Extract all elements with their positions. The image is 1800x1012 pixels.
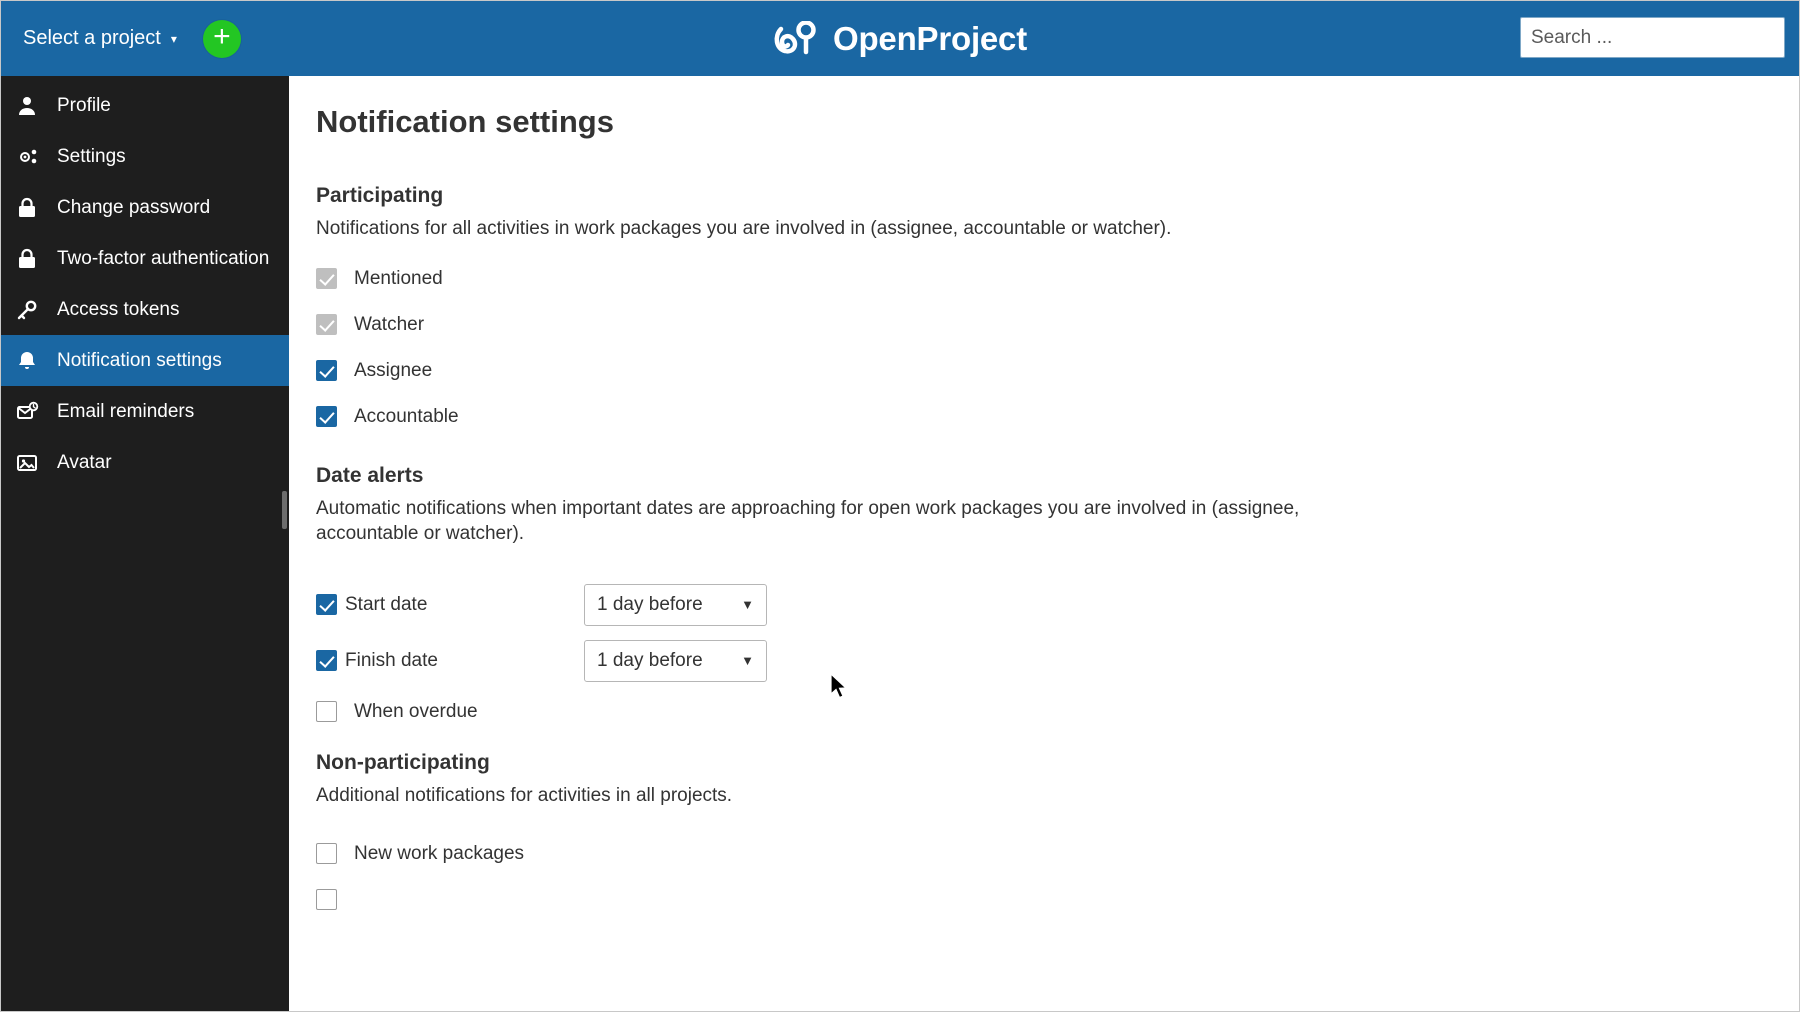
sidebar-item-email-reminders[interactable] [1, 386, 289, 437]
brand-logo-area [773, 20, 1027, 58]
checkbox-mentioned[interactable] [316, 268, 337, 289]
section-description-participating: Notifications for all activities in work packages you are involved in (assignee, accountable or watcher). [316, 218, 1172, 239]
option-label: New work packages [354, 842, 525, 864]
checkbox-wrap [316, 843, 346, 864]
search-input[interactable] [1521, 18, 1786, 57]
add-button[interactable] [203, 20, 241, 58]
top-bar [1, 1, 1799, 76]
option-row-assignee[interactable] [316, 348, 1799, 394]
select-value: 1 day before [597, 649, 703, 671]
brand-name: OpenProject [832, 19, 1028, 57]
option-label: Watcher [354, 313, 425, 335]
option-label: Mentioned [354, 267, 443, 289]
option-row-watcher[interactable] [316, 302, 1799, 348]
lock-icon [15, 196, 57, 220]
checkbox-watcher[interactable] [316, 314, 337, 335]
checkbox-new-work-packages[interactable] [316, 843, 337, 864]
select-start-date-alert[interactable] [584, 584, 767, 626]
sidebar-item-label: Email reminders [57, 400, 195, 422]
plus-icon: + [213, 19, 231, 53]
alert-name-cell[interactable] [316, 650, 584, 672]
sidebar-item-profile[interactable] [1, 80, 289, 131]
gear-icon [15, 145, 57, 169]
checkbox-assignee[interactable] [316, 360, 337, 381]
option-row-mentioned[interactable] [316, 256, 1799, 302]
select-finish-date-alert[interactable] [584, 640, 767, 682]
section-description-non-participating: Additional notifications for activities in all projects. [316, 784, 733, 806]
checkbox-wrap [316, 889, 346, 910]
sidebar-item-label: Avatar [57, 451, 112, 473]
sidebar-scrollbar-handle[interactable] [282, 491, 287, 529]
lock-icon [15, 247, 57, 271]
sidebar [1, 76, 289, 1012]
sidebar-item-access-tokens[interactable] [1, 284, 289, 335]
project-select-button[interactable] [23, 27, 177, 50]
option-label: When overdue [354, 700, 478, 722]
sidebar-item-two-factor-authentication[interactable] [1, 233, 289, 284]
checkbox-start-date[interactable] [316, 594, 337, 615]
checkbox-wrap [316, 268, 346, 289]
sidebar-item-notification-settings[interactable] [1, 335, 289, 386]
option-label: Finish date [345, 649, 438, 671]
option-row-when-overdue[interactable] [316, 689, 1799, 735]
checkbox-accountable[interactable] [316, 406, 337, 427]
user-icon [15, 94, 57, 118]
checkbox-wrap [316, 701, 346, 722]
checkbox-wrap [316, 360, 346, 381]
sidebar-item-avatar[interactable] [1, 437, 289, 488]
sidebar-item-change-password[interactable] [1, 182, 289, 233]
option-row-accountable[interactable] [316, 394, 1799, 440]
main-content [290, 76, 1799, 1012]
sidebar-item-label: Profile [57, 94, 111, 116]
email-clock-icon [15, 400, 57, 424]
openproject-logo-icon [773, 21, 819, 57]
chevron-down-icon: ▼ [741, 653, 754, 669]
option-row-partial-next[interactable] [316, 877, 1799, 923]
alert-row-finish-date [316, 633, 1799, 689]
checkbox-wrap [316, 406, 346, 427]
sidebar-item-label: Two-factor authentication [57, 247, 270, 269]
option-label: Start date [345, 593, 428, 615]
checkbox-wrap [316, 314, 346, 335]
sidebar-item-settings[interactable] [1, 131, 289, 182]
select-value: 1 day before [597, 593, 703, 615]
section-description-date-alerts: Automatic notifications when important dates are approaching for open work packages you are involved in (assignee, accountable or watcher). [316, 497, 1300, 545]
section-title-non-participating: Non-participating [316, 750, 490, 774]
project-select-label: Select a project [23, 27, 161, 49]
option-row-new-work-packages[interactable] [316, 831, 1799, 877]
section-title-participating: Participating [316, 184, 444, 207]
checkbox-when-overdue[interactable] [316, 701, 337, 722]
alert-name-cell[interactable] [316, 594, 584, 616]
sidebar-item-label: Notification settings [57, 349, 222, 371]
search-icon[interactable] [1786, 26, 1800, 50]
sidebar-item-label: Settings [57, 145, 126, 167]
checkbox-partial-next[interactable] [316, 889, 337, 910]
key-icon [15, 298, 57, 322]
sidebar-item-label: Access tokens [57, 298, 180, 320]
chevron-down-icon: ▼ [741, 597, 754, 613]
image-icon [15, 451, 57, 475]
section-title-date-alerts: Date alerts [316, 463, 424, 487]
checkbox-finish-date[interactable] [316, 650, 337, 671]
alert-row-start-date [316, 577, 1799, 633]
bell-icon [15, 349, 57, 373]
option-label: Assignee [354, 359, 433, 381]
chevron-down-icon: ▾ [170, 31, 177, 46]
option-label: Accountable [354, 405, 459, 427]
sidebar-item-label: Change password [57, 196, 211, 218]
search-box[interactable] [1520, 17, 1785, 58]
page-title: Notification settings [316, 104, 614, 139]
